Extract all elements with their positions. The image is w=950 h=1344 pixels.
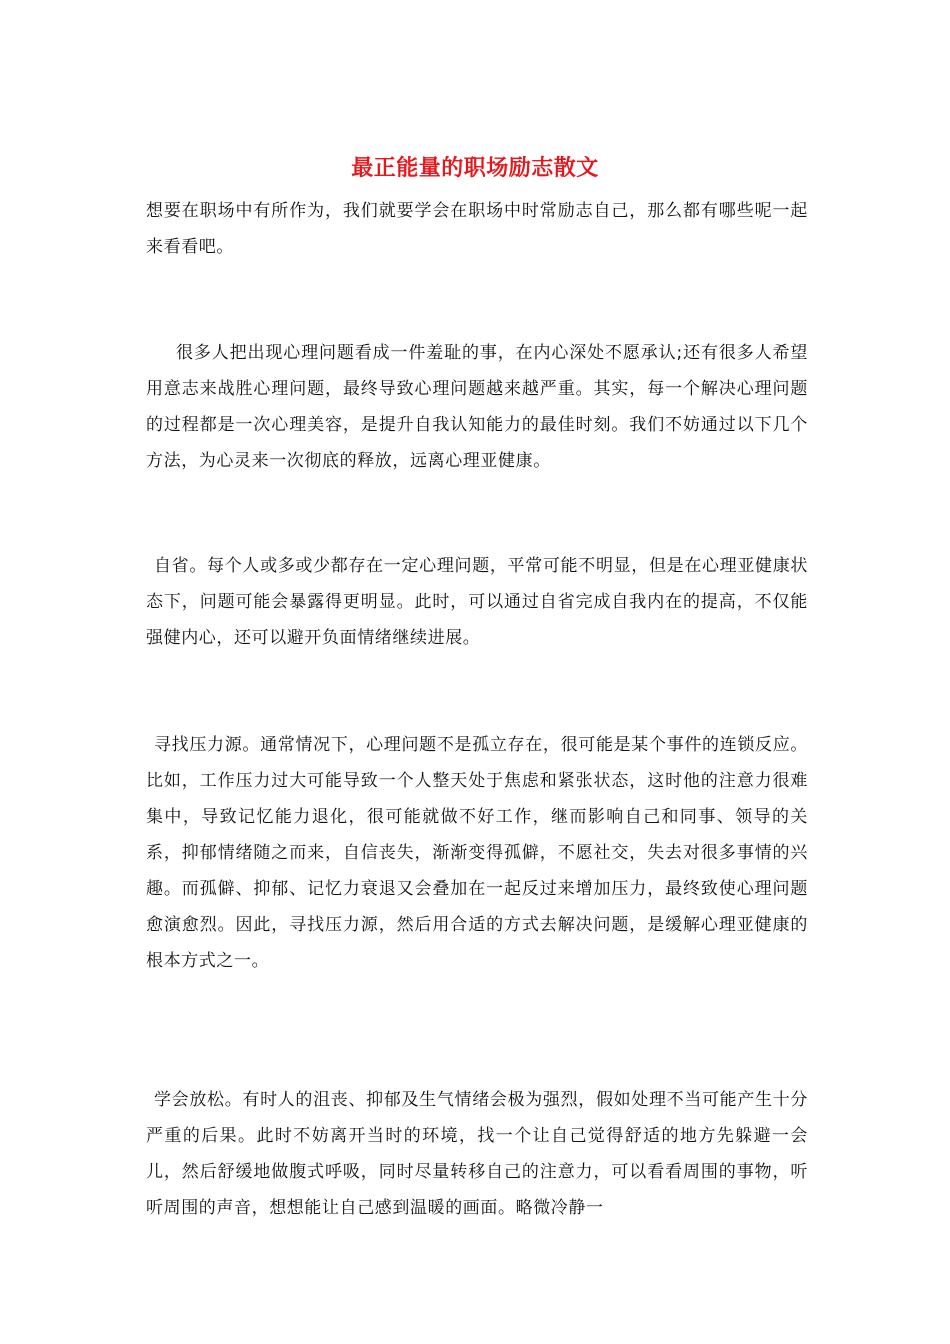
body-paragraph: 寻找压力源。通常情况下，心理问题不是孤立存在，很可能是某个事件的连锁反应。比如，工作压力过大可能导致一个人整天处于焦虑和紧张状态，这时他的注意力很难集中，导致记忆能力退化，很可能就做不好工作，继而影响自己和同事、领导的关系，抑郁情绪随之而来，自信丧失，渐渐变得孤僻，不愿社交，失去对很多事情的兴趣。而孤僻、抑郁、记忆力衰退又会叠加在一起反过来增加压力，最终致使心理问题愈演愈烈。因此，寻找压力源，然后用合适的方式去解决问题，是缓解心理亚健康的根本方式之一。 bbox=[146, 735, 808, 971]
intro-paragraph: 想要在职场中有所作为，我们就要学会在职场中时常励志自己，那么都有哪些呢一起来看看吧。 bbox=[146, 201, 808, 257]
body-paragraph: 很多人把出现心理问题看成一件羞耻的事，在内心深处不愿承认;还有很多人希望用意志来战胜心理问题，最终导致心理问题越来越严重。其实，每一个解决心理问题的过程都是一次心理美容，是提升自我认知能力的最佳时刻。我们不妨通过以下几个方法，为心灵来一次彻底的释放，远离心理亚健康。 bbox=[146, 343, 808, 471]
body-paragraph: 学会放松。有时人的沮丧、抑郁及生气情绪会极为强烈，假如处理不当可能产生十分严重的后果。此时不妨离开当时的环境，找一个让自己觉得舒适的地方先躲避一会儿，然后舒缓地做腹式呼吸，同时尽量转移自己的注意力，可以看看周围的事物，听听周围的声音，想想能让自己感到温暖的画面。略微冷静一 bbox=[146, 1090, 808, 1218]
body-paragraph: 自省。每个人或多或少都存在一定心理问题，平常可能不明显，但是在心理亚健康状态下，问题可能会暴露得更明显。此时，可以通过自省完成自我内在的提高，不仅能强健内心，还可以避开负面情绪继续进展。 bbox=[146, 556, 808, 648]
document-title: 最正能量的职场励志散文 bbox=[351, 155, 599, 181]
